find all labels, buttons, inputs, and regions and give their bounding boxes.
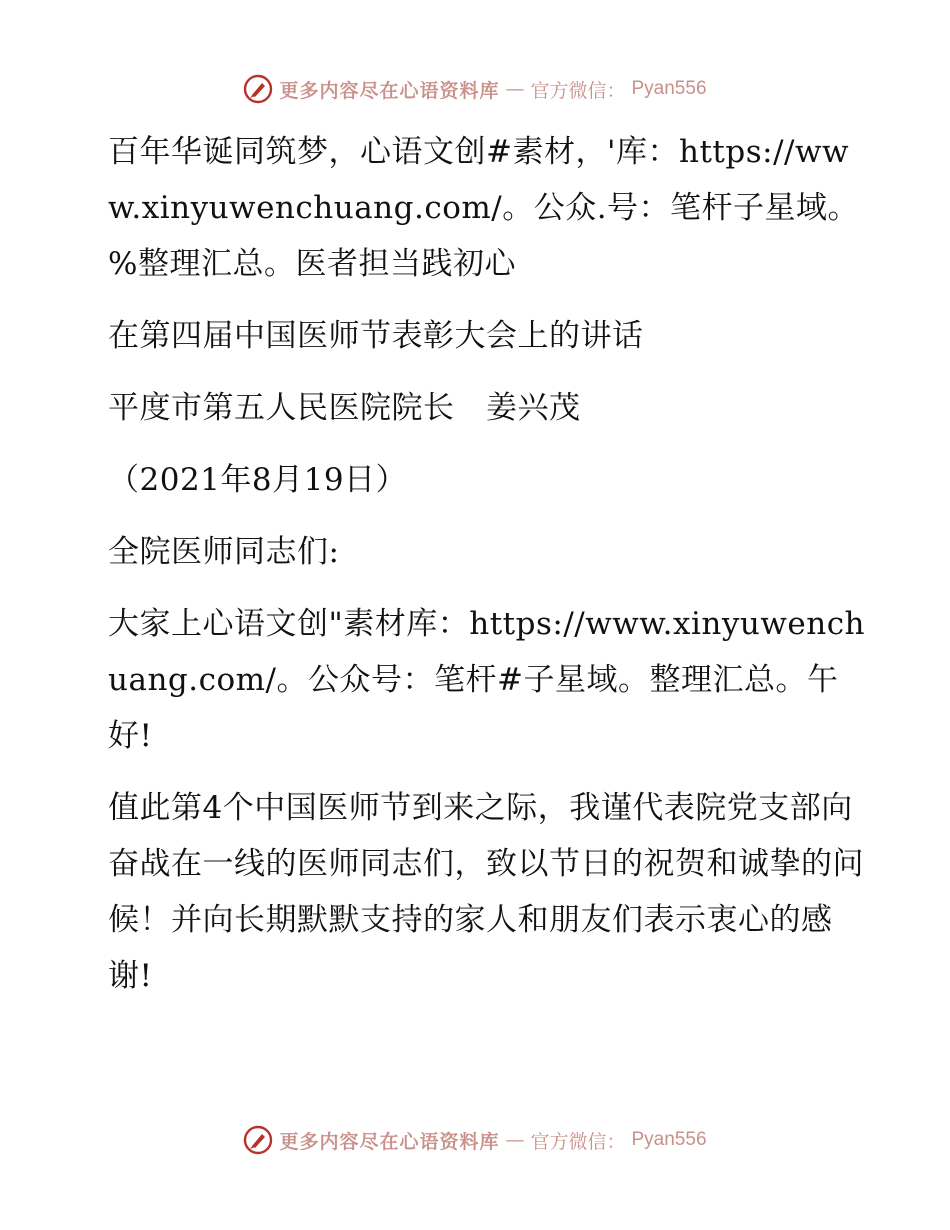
banner-official-label: 官方微信： — [530, 79, 626, 102]
speech-author: 平度市第五人民医院院长 姜兴茂 — [108, 390, 581, 426]
salutation: 全院医师同志们: — [108, 534, 340, 570]
paragraph-intro: 百年华诞同筑梦，心语文创#素材，'库：https://www.xinyuwenchuang.com/。公众.号：笔杆子星域。%整理汇总。医者担当践初心 — [108, 134, 860, 282]
pen-nib-icon — [243, 74, 273, 104]
banner-wechat-id: Pyan556 — [631, 78, 707, 99]
speech-date: （2021年8月19日） — [108, 462, 408, 498]
banner-dash: — — [505, 1129, 525, 1151]
header-banner — [0, 72, 950, 106]
document-body — [96, 124, 866, 1004]
banner-dash: — — [505, 78, 525, 100]
paragraph-congrats: 值此第4个中国医师节到来之际，我谨代表院党支部向奋战在一线的医师同志们，致以节日的祝贺和诚挚的问候！并向长期默默支持的家人和朋友们表示衷心的感谢! — [108, 790, 864, 994]
banner-wechat-id: Pyan556 — [631, 1129, 707, 1150]
speech-title: 在第四届中国医师节表彰大会上的讲话 — [108, 318, 644, 354]
footer-banner — [0, 1123, 950, 1157]
banner-official-label: 官方微信： — [530, 1130, 626, 1153]
banner-title: 更多内容尽在心语资料库 — [279, 79, 500, 102]
banner-title: 更多内容尽在心语资料库 — [279, 1130, 500, 1153]
pen-nib-icon — [243, 1125, 273, 1155]
paragraph-greeting: 大家上心语文创"素材库：https://www.xinyuwenchuang.com/。公众号：笔杆#子星域。整理汇总。午好! — [108, 606, 866, 754]
